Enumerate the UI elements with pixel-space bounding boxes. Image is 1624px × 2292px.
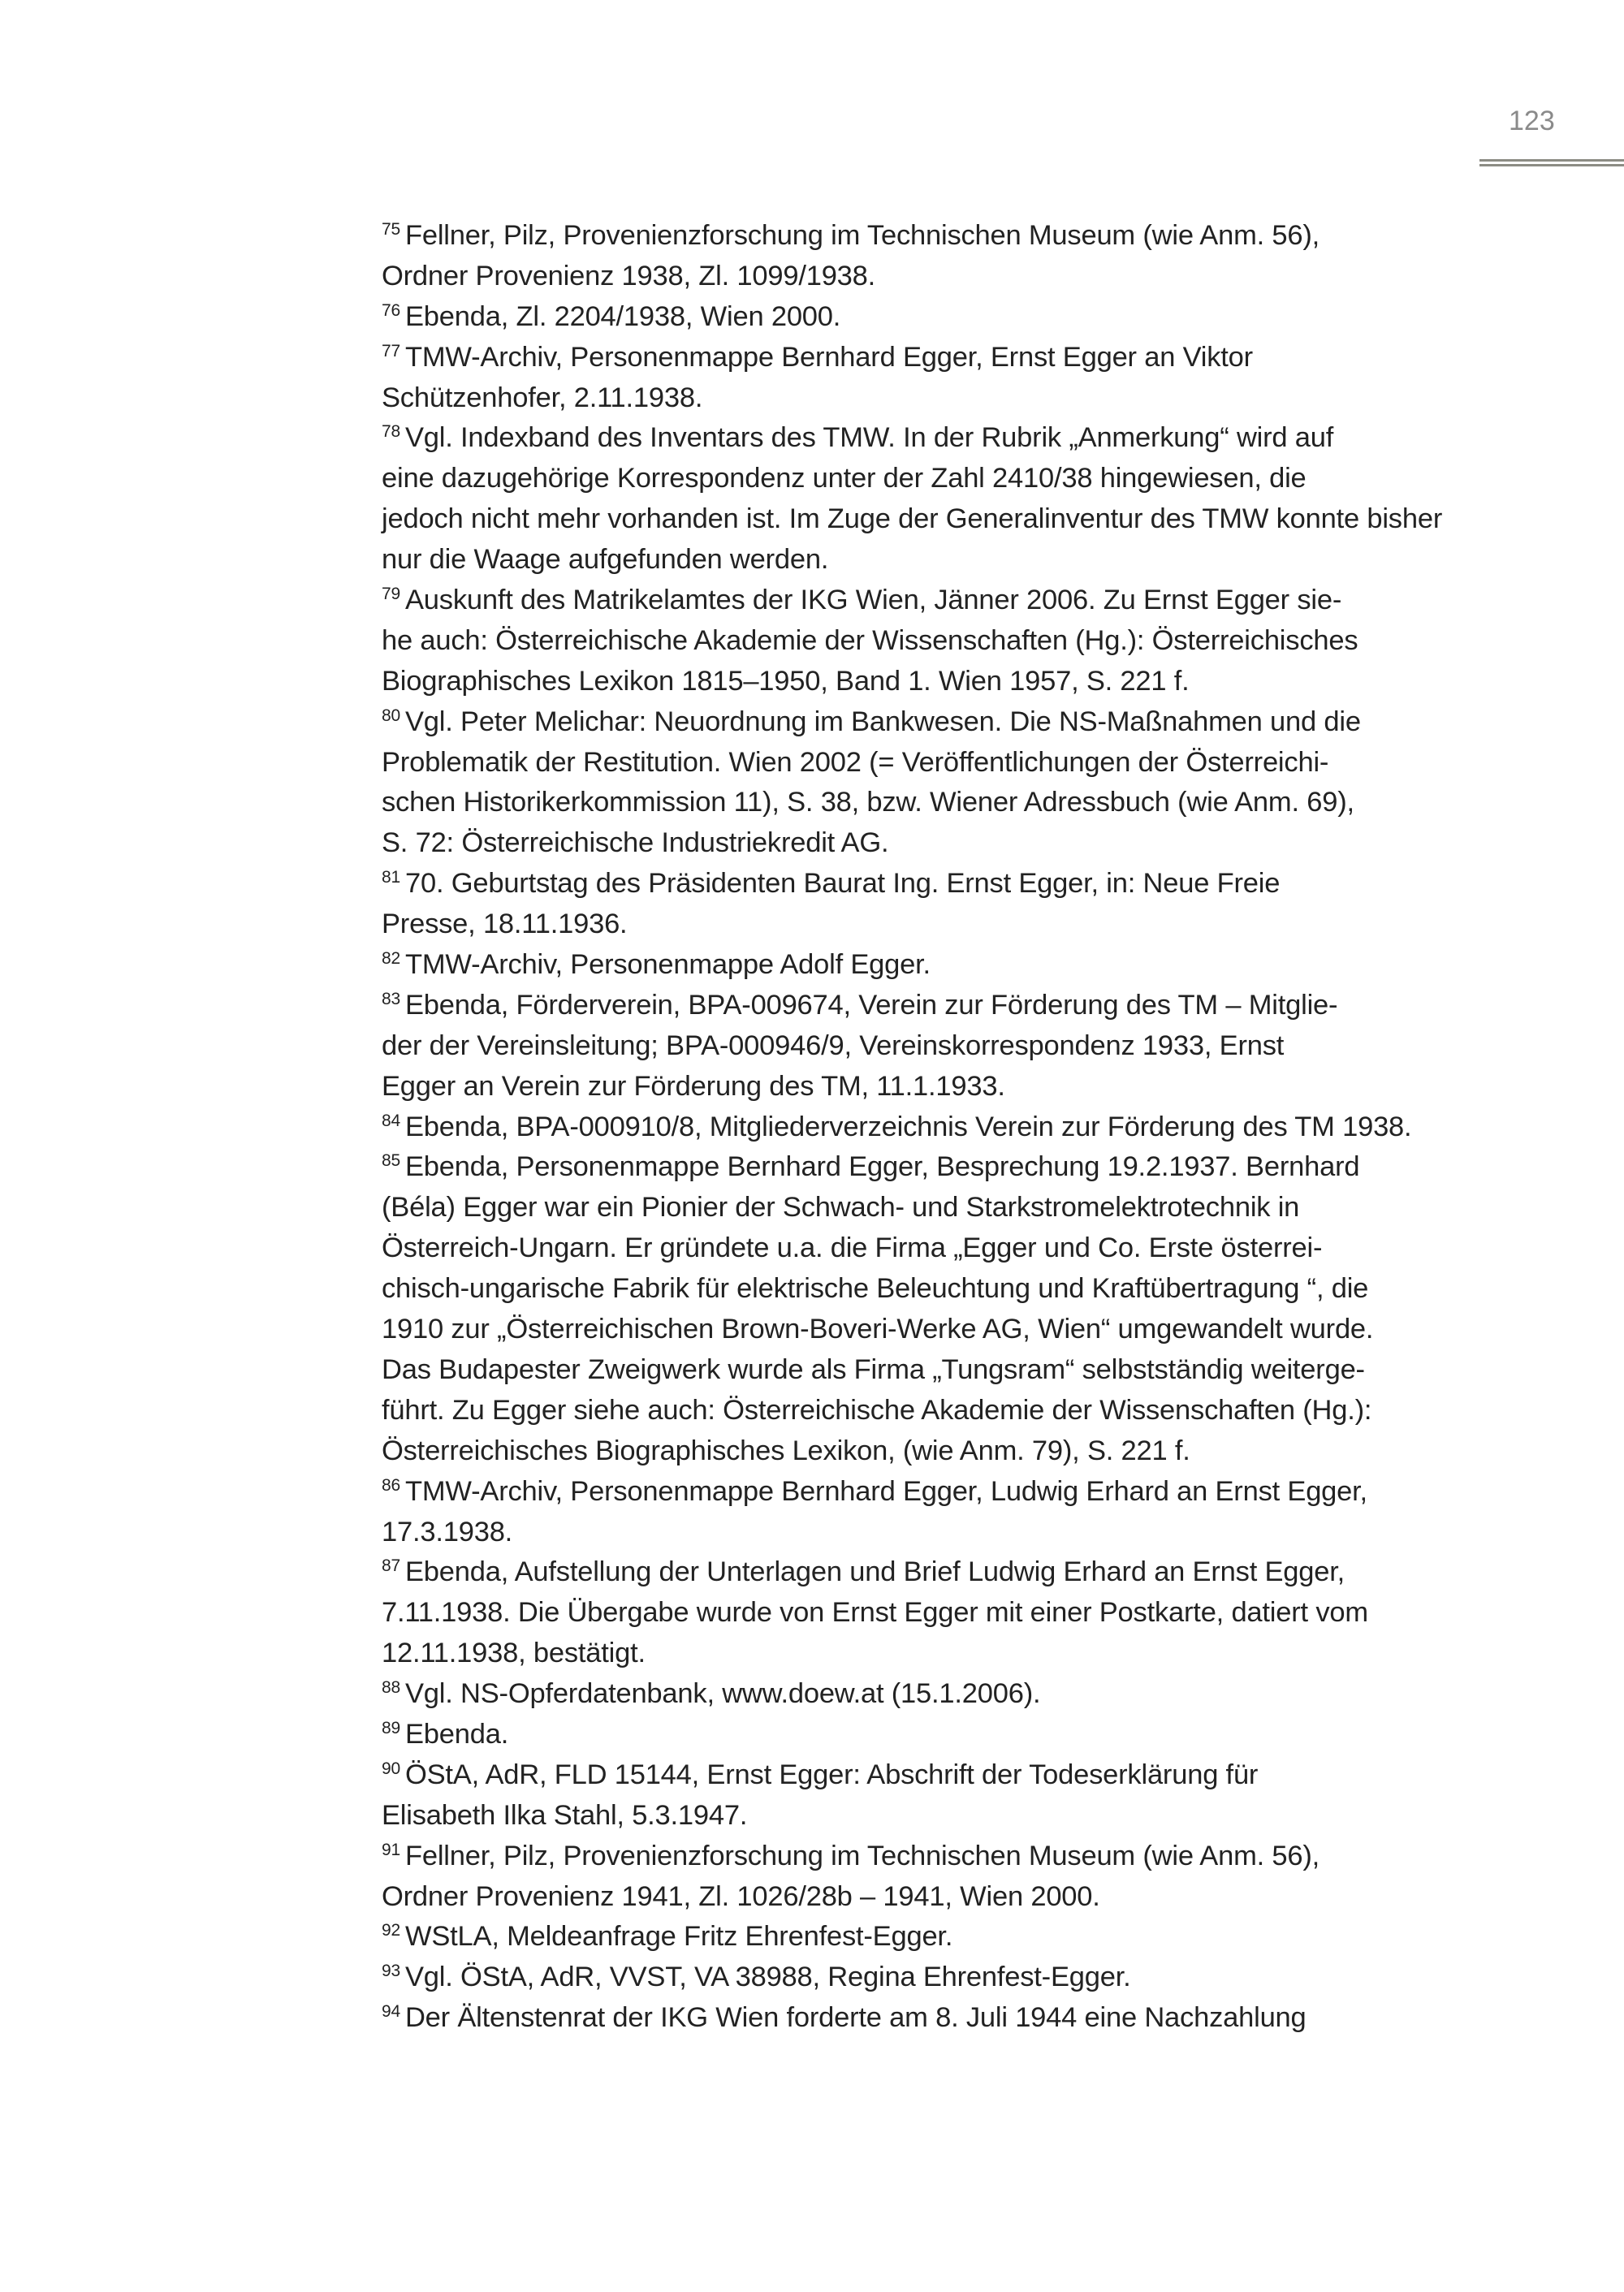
footnote-number: 78 [382, 422, 400, 442]
footnote-number: 88 [382, 1678, 400, 1698]
footnote-line [382, 743, 1470, 783]
footnote-text: Egger an Verein zur Förderung des TM, 11.1.1933. [382, 1070, 1005, 1102]
footnote-line [382, 1228, 1470, 1269]
footnote-91 [382, 1837, 1470, 1918]
footnote-line [382, 621, 1470, 662]
footnote-line [382, 1634, 1470, 1674]
footnote-number: 82 [382, 949, 400, 969]
footnote-78 [382, 418, 1470, 581]
footnote-text: Vgl. ÖStA, AdR, VVST, VA 38988, Regina Ehrenfest-Egger. [404, 1962, 1131, 1993]
footnote-line [382, 216, 1470, 257]
footnote-81 [382, 864, 1470, 945]
footnote-text: ÖStA, AdR, FLD 15144, Ernst Egger: Abschrift der Todeserklärung für [404, 1759, 1259, 1790]
footnote-text: Ordner Provenienz 1941, Zl. 1026/28b – 1941, Wien 2000. [382, 1880, 1100, 1912]
footnote-87 [382, 1552, 1470, 1674]
footnote-line [382, 257, 1470, 297]
footnote-text: Ebenda. [404, 1718, 509, 1750]
footnote-number: 76 [382, 300, 400, 320]
footnote-line [382, 1269, 1470, 1310]
footnote-text: Ebenda, Aufstellung der Unterlagen und Brief Ludwig Erhard an Ernst Egger, [404, 1556, 1345, 1588]
footnote-number: 84 [382, 1111, 400, 1130]
footnote-text: Österreich-Ungarn. Er gründete u.a. die Firma „Egger und Co. Erste österrei- [382, 1232, 1323, 1264]
footnote-number: 91 [382, 1840, 400, 1859]
footnote-number: 80 [382, 706, 400, 725]
footnote-line [382, 783, 1470, 823]
footnote-text: Ebenda, BPA-000910/8, Mitgliederverzeichnis Verein zur Förderung des TM 1938. [404, 1111, 1412, 1142]
footnote-number: 90 [382, 1759, 400, 1778]
footnote-text: Auskunft des Matrikelamtes der IKG Wien, Jänner 2006. Zu Ernst Egger sie- [404, 585, 1342, 616]
footnote-number: 93 [382, 1962, 400, 1981]
footnote-line [382, 1188, 1470, 1228]
footnote-line [382, 459, 1470, 499]
footnote-text: TMW-Archiv, Personenmappe Adolf Egger. [404, 949, 931, 981]
footnote-line [382, 1026, 1470, 1067]
footnote-line [382, 1593, 1470, 1634]
footnote-text: Problematik der Restitution. Wien 2002 (= Veröffentlichungen der Österreichi- [382, 746, 1329, 778]
footnote-84 [382, 1107, 1470, 1148]
footnote-line [382, 1957, 1470, 1998]
footnote-line [382, 1917, 1470, 1957]
footnote-75 [382, 216, 1470, 297]
footnote-80 [382, 702, 1470, 865]
footnote-94 [382, 1998, 1470, 2039]
footnote-text: TMW-Archiv, Personenmappe Bernhard Egger, Ludwig Erhard an Ernst Egger, [404, 1475, 1367, 1507]
footnote-line [382, 1391, 1470, 1431]
footnote-77 [382, 338, 1470, 419]
footnote-line [382, 986, 1470, 1026]
footnote-number: 77 [382, 341, 400, 360]
footnote-text: Ebenda, Personenmappe Bernhard Egger, Besprechung 19.2.1937. Bernhard [404, 1151, 1360, 1183]
footnote-text: Vgl. NS-Opferdatenbank, www.doew.at (15.1.2006). [404, 1678, 1041, 1710]
footnote-line [382, 1796, 1470, 1837]
footnote-number: 83 [382, 989, 400, 1008]
footnote-line [382, 1674, 1470, 1715]
footnote-86 [382, 1472, 1470, 1553]
footnote-text: Elisabeth Ilka Stahl, 5.3.1947. [382, 1799, 748, 1831]
footnote-82 [382, 945, 1470, 986]
footnote-line [382, 945, 1470, 986]
footnote-number: 89 [382, 1718, 400, 1737]
footnote-text: WStLA, Meldeanfrage Fritz Ehrenfest-Egger. [404, 1921, 953, 1953]
footnote-line [382, 1552, 1470, 1593]
footnote-text: Presse, 18.11.1936. [382, 909, 628, 940]
footnote-line [382, 418, 1470, 459]
footnote-line [382, 1755, 1470, 1796]
footnote-line [382, 1147, 1470, 1188]
footnote-85 [382, 1147, 1470, 1471]
footnote-93 [382, 1957, 1470, 1998]
footnote-line [382, 904, 1470, 945]
footnote-76 [382, 297, 1470, 338]
footnote-line [382, 1350, 1470, 1391]
footnote-line [382, 1837, 1470, 1877]
footnote-line [382, 823, 1470, 864]
footnote-line [382, 1877, 1470, 1918]
footnote-number: 85 [382, 1151, 400, 1171]
footnote-text: Der Ältenstenrat der IKG Wien forderte am 8. Juli 1944 eine Nachzahlung [404, 2002, 1307, 2034]
footnote-line [382, 1067, 1470, 1107]
footnote-line [382, 297, 1470, 338]
footnote-line [382, 1998, 1470, 2039]
footnote-line [382, 1513, 1470, 1553]
footnote-line [382, 1431, 1470, 1472]
footnote-text: Österreichisches Biographisches Lexikon, (wie Anm. 79), S. 221 f. [382, 1435, 1190, 1466]
footnote-text: 7.11.1938. Die Übergabe wurde von Ernst Egger mit einer Postkarte, datiert vom [382, 1597, 1368, 1629]
footnote-text: eine dazugehörige Korrespondenz unter der Zahl 2410/38 hingewiesen, die [382, 463, 1307, 494]
footnote-text: der der Vereinsleitung; BPA-000946/9, Vereinskorrespondenz 1933, Ernst [382, 1029, 1285, 1061]
footnote-line [382, 1715, 1470, 1755]
footnote-83 [382, 986, 1470, 1107]
footnote-text: 17.3.1938. [382, 1516, 513, 1547]
footnote-text: Biographisches Lexikon 1815–1950, Band 1. Wien 1957, S. 221 f. [382, 665, 1190, 697]
footnote-number: 87 [382, 1556, 400, 1576]
footnote-number: 75 [382, 220, 400, 239]
header-rule [1479, 159, 1624, 162]
footnote-line [382, 1107, 1470, 1148]
footnote-text: Fellner, Pilz, Provenienzforschung im Technischen Museum (wie Anm. 56), [404, 220, 1320, 251]
footnote-text: Schützenhofer, 2.11.1938. [382, 382, 703, 413]
footnotes [382, 216, 1470, 2039]
footnote-text: schen Historikerkommission 11), S. 38, bzw. Wiener Adressbuch (wie Anm. 69), [382, 787, 1354, 818]
footnote-text: Das Budapester Zweigwerk wurde als Firma „Tungsram“ selbstständig weiterge- [382, 1353, 1365, 1385]
footnote-90 [382, 1755, 1470, 1837]
page-number: 123 [1509, 106, 1555, 136]
footnote-88 [382, 1674, 1470, 1715]
footnote-text: Ebenda, Zl. 2204/1938, Wien 2000. [404, 300, 841, 332]
footnote-line [382, 499, 1470, 540]
footnote-text: führt. Zu Egger siehe auch: Österreichische Akademie der Wissenschaften (Hg.): [382, 1394, 1372, 1426]
footnote-text: nur die Waage aufgefunden werden. [382, 544, 829, 576]
footnote-number: 94 [382, 2002, 400, 2022]
footnote-92 [382, 1917, 1470, 1957]
footnote-text: chisch-ungarische Fabrik für elektrische Beleuchtung und Kraftübertragung “, die [382, 1273, 1369, 1305]
footnote-line [382, 581, 1470, 621]
footnote-line [382, 540, 1470, 581]
footnote-text: 12.11.1938, bestätigt. [382, 1638, 646, 1669]
footnote-line [382, 1310, 1470, 1350]
footnote-line [382, 702, 1470, 743]
footnote-text: TMW-Archiv, Personenmappe Bernhard Egger, Ernst Egger an Viktor [404, 341, 1253, 373]
footnote-text: he auch: Österreichische Akademie der Wissenschaften (Hg.): Österreichisches [382, 624, 1358, 656]
footnote-text: Ebenda, Förderverein, BPA-009674, Verein zur Förderung des TM – Mitglie- [404, 989, 1338, 1021]
footnote-line [382, 378, 1470, 419]
footnote-89 [382, 1715, 1470, 1755]
footnote-line [382, 662, 1470, 702]
footnote-text: 1910 zur „Österreichischen Brown-Boveri-Werke AG, Wien“ umgewandelt wurde. [382, 1314, 1374, 1345]
footnote-text: S. 72: Österreichische Industriekredit AG. [382, 827, 889, 859]
footnote-line [382, 864, 1470, 904]
footnote-number: 86 [382, 1475, 400, 1495]
footnote-text: (Béla) Egger war ein Pionier der Schwach- und Starkstromelektrotechnik in [382, 1192, 1300, 1224]
footnote-text: 70. Geburtstag des Präsidenten Baurat Ing. Ernst Egger, in: Neue Freie [404, 868, 1281, 900]
footnote-text: Vgl. Peter Melichar: Neuordnung im Bankwesen. Die NS-Maßnahmen und die [404, 706, 1361, 737]
header-rule [1479, 164, 1624, 166]
footnote-text: Vgl. Indexband des Inventars des TMW. In der Rubrik „Anmerkung“ wird auf [404, 422, 1334, 454]
footnote-line [382, 1472, 1470, 1513]
footnote-text: jedoch nicht mehr vorhanden ist. Im Zuge der Generalinventur des TMW konnte bisher [382, 503, 1443, 535]
footnote-79 [382, 581, 1470, 702]
footnote-line [382, 338, 1470, 378]
footnote-number: 92 [382, 1921, 400, 1940]
footnote-text: Ordner Provenienz 1938, Zl. 1099/1938. [382, 260, 876, 291]
footnote-number: 79 [382, 585, 400, 604]
footnote-text: Fellner, Pilz, Provenienzforschung im Technischen Museum (wie Anm. 56), [404, 1840, 1320, 1871]
footnote-number: 81 [382, 868, 400, 887]
